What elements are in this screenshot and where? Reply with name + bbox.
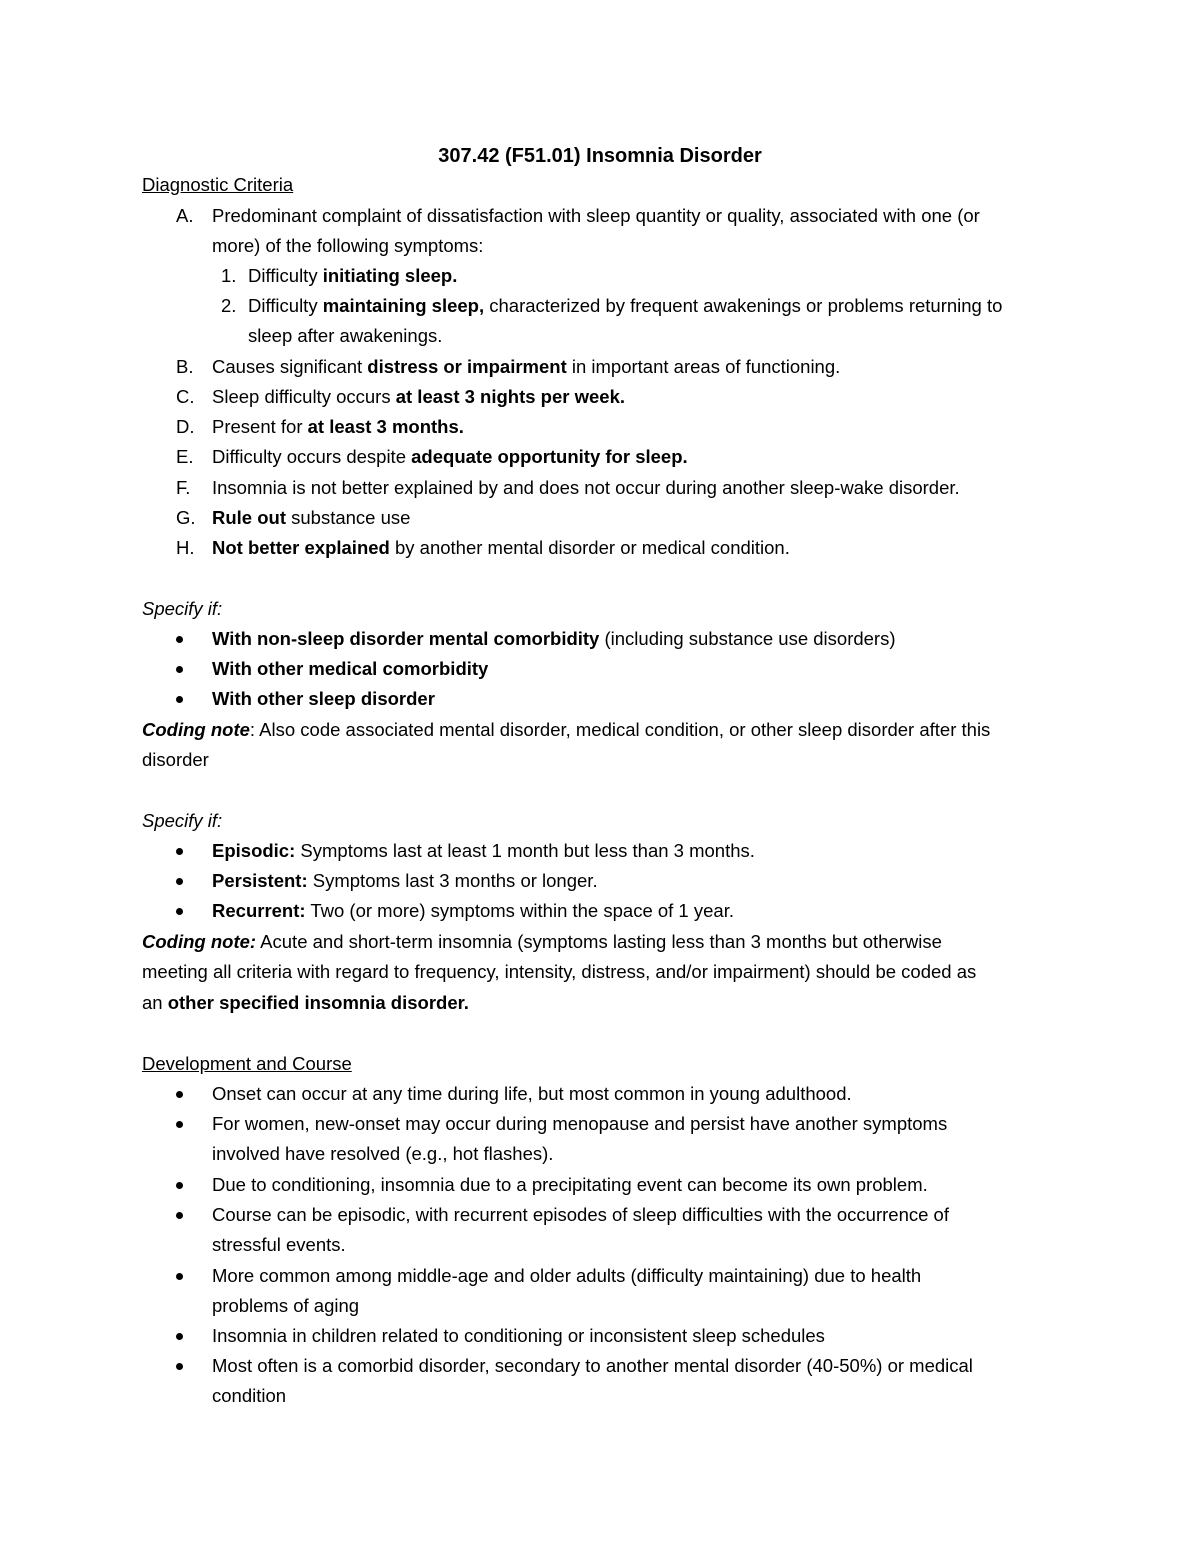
page-title: 307.42 (F51.01) Insomnia Disorder [438,145,762,167]
specify2-item-recurrent: Recurrent: Two (or more) symptoms within the space of 1 year. [212,900,734,921]
bullet-icon [176,1091,183,1098]
criterion-e-marker: E. [176,446,194,467]
specify1-item-2: With other medical comorbidity [212,658,489,679]
criterion-b-marker: B. [176,356,194,377]
development-item-3: Due to conditioning, insomnia due to a precipitating event can become its own problem. [212,1174,928,1195]
bullet-icon [176,848,183,855]
coding-note-2-line3: an other specified insomnia disorder. [142,992,469,1013]
criterion-d-marker: D. [176,416,195,437]
bullet-icon [176,1182,183,1189]
criterion-g-marker: G. [176,507,196,528]
development-item-4: Course can be episodic, with recurrent episodes of sleep difficulties with the occurrence of [212,1204,949,1225]
diagnostic-criteria-heading: Diagnostic Criteria [142,174,294,195]
bullet-icon [176,908,183,915]
criterion-c: Sleep difficulty occurs at least 3 nights per week. [212,386,625,407]
criterion-c-marker: C. [176,386,195,407]
criterion-h: Not better explained by another mental disorder or medical condition. [212,537,790,558]
coding-note-2-line2: meeting all criteria with regard to frequency, intensity, distress, and/or impairment) should be coded as [142,961,977,982]
criterion-d: Present for at least 3 months. [212,416,464,437]
bullet-icon [176,696,183,703]
specify2-item-episodic: Episodic: Symptoms last at least 1 month but less than 3 months. [212,840,755,861]
criterion-a-sub2-marker: 2. [221,295,237,316]
bullet-icon [176,1273,183,1280]
development-item-4-line2: stressful events. [212,1234,346,1255]
development-heading: Development and Course [142,1053,352,1074]
coding-note-2: Coding note: Acute and short-term insomnia (symptoms lasting less than 3 months but otherwise [142,931,942,952]
bullet-icon [176,1333,183,1340]
coding-note-1-line2: disorder [142,749,209,770]
criterion-g: Rule out substance use [212,507,411,528]
development-item-7: Most often is a comorbid disorder, secondary to another mental disorder (40-50%) or medical [212,1355,973,1376]
criterion-a-sub1: Difficulty initiating sleep. [248,265,458,286]
criterion-f: Insomnia is not better explained by and does not occur during another sleep-wake disorder. [212,477,960,498]
bullet-icon [176,666,183,673]
development-item-2: For women, new-onset may occur during menopause and persist have another symptoms [212,1113,948,1134]
specify1-item-3: With other sleep disorder [212,688,435,709]
criterion-a-line1: Predominant complaint of dissatisfaction with sleep quantity or quality, associated with one (or [212,205,980,226]
criterion-a-line2: more) of the following symptoms: [212,235,484,256]
development-item-2-line2: involved have resolved (e.g., hot flashes). [212,1143,554,1164]
development-item-1: Onset can occur at any time during life, but most common in young adulthood. [212,1083,852,1104]
bullet-icon [176,636,183,643]
criterion-b: Causes significant distress or impairment in important areas of functioning. [212,356,841,377]
development-item-7-line2: condition [212,1385,287,1406]
specify1-item-1: With non-sleep disorder mental comorbidity (including substance use disorders) [212,628,896,649]
criterion-f-marker: F. [176,477,191,498]
criterion-a-sub1-marker: 1. [221,265,237,286]
criterion-e: Difficulty occurs despite adequate opportunity for sleep. [212,446,688,467]
specify-label-1: Specify if: [142,598,223,619]
specify2-item-persistent: Persistent: Symptoms last 3 months or longer. [212,870,598,891]
bullet-icon [176,878,183,885]
bullet-icon [176,1212,183,1219]
development-item-6: Insomnia in children related to conditioning or inconsistent sleep schedules [212,1325,825,1346]
criterion-a-sub2-line2: sleep after awakenings. [248,325,443,346]
bullet-icon [176,1363,183,1370]
criterion-a-sub2: Difficulty maintaining sleep, characterized by frequent awakenings or problems returning to [248,295,1003,316]
criterion-a-marker: A. [176,205,194,226]
coding-note-1: Coding note: Also code associated mental disorder, medical condition, or other sleep disorder after this [142,719,991,740]
criterion-h-marker: H. [176,537,195,558]
development-item-5-line2: problems of aging [212,1295,360,1316]
specify-label-2: Specify if: [142,810,223,831]
bullet-icon [176,1121,183,1128]
development-item-5: More common among middle-age and older adults (difficulty maintaining) due to health [212,1265,922,1286]
